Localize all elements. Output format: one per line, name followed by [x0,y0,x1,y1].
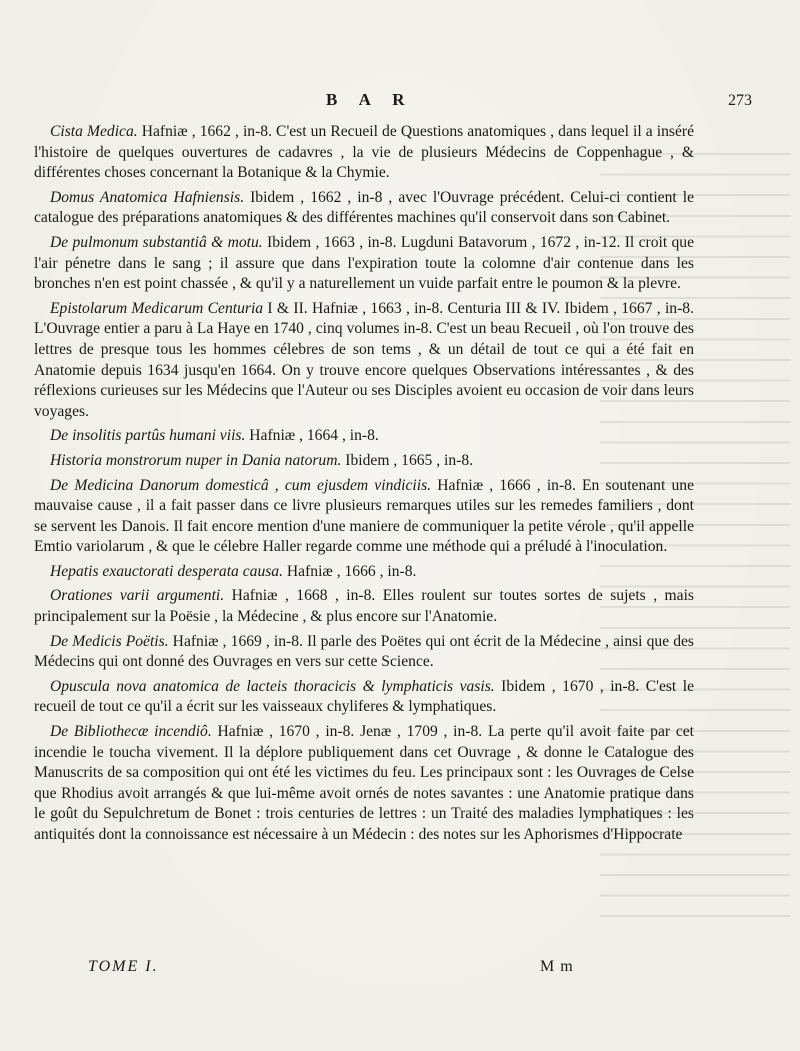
running-title: B A R [326,90,414,109]
catchword: M m [540,958,574,975]
entry-title: Epistolarum Medicarum Centuria [50,299,264,317]
running-head [0,90,800,118]
entry-text: Hafniæ , 1666 , in-8. [283,562,417,580]
body-text [34,122,694,850]
bibliography-entry [34,722,694,846]
bibliography-entry [34,188,694,229]
entry-title: Hepatis exauctorati desperata causa. [50,562,284,580]
entry-title: Opuscula nova anatomica de lacteis thoracicis & lymphaticis vasis. [50,677,495,695]
page-footer [0,958,800,982]
bibliography-entry [34,426,694,447]
entry-title: Domus Anatomica Hafniensis. [50,188,245,206]
entry-text: Hafniæ , 1669 , in-8. Il parle des Poëtes qui ont écrit de la Médecine , ainsi que des Médecins qui ont donné des Ouvrages en vers sur cette Science. [34,632,694,671]
entry-title: De insolitis partûs humani viis. [50,427,246,445]
entry-text: Ibidem , 1663 , in-8. Lugduni Batavorum , 1672 , in-12. Il croit que l'air pénetre dans le sang ; il assure que dans l'expiration toute la colomne d'air contenue dans les bronches n'en est point chassée , & qu'il y a naturellement un vuide parfait entre le poumon & la plevre. [34,233,694,293]
entry-text: Ibidem , 1670 , in-8. C'est le recueil de tout ce qu'il a écrit sur les vaisseaux chyliferes & lymphatiques. [34,677,694,716]
bibliography-entry [34,586,694,627]
entry-title: Historia monstrorum nuper in Dania natorum. [50,451,342,469]
bibliography-entry [34,299,694,423]
entry-title: Cista Medica. [50,123,138,140]
entry-text: Hafniæ , 1662 , in-8. C'est un Recueil de Questions anatomiques , dans lequel il a inséré l'histoire de quelques ouvertures de cadavres , la vie de plusieurs Médecins de Coppenhague , & différentes choses concernant la Botanique & la Chymie. [34,123,694,182]
entry-title: De Medicina Danorum domesticâ , cum ejusdem vindiciis. [50,476,432,494]
bibliography-entry [34,562,694,583]
entry-text: Hafniæ , 1666 , in-8. En soutenant une mauvaise cause , il a fait passer dans ce livre plusieurs remarques utiles sur les remedes familiers , dont se servent les Danois. Il fait encore mention d'une maniere de communiquer la petite vérole , qu'il appelle Emtio variolarum , & que le célebre Haller regarde comme une méthode qui a préludé à l'inoculation. [34,476,694,556]
bibliography-entry [34,632,694,673]
entry-title: De pulmonum substantiâ & motu. [50,233,263,251]
bibliography-entry [34,451,694,472]
bibliography-entry [34,122,694,184]
signature-mark: TOME I. [88,958,159,975]
entry-text: I & II. Hafniæ , 1663 , in-8. Centuria III & IV. Ibidem , 1667 , in-8. L'Ouvrage entier a paru à La Haye en 1740 , cinq volumes in-8. C'est un beau Recueil , où l'on trouve des lettres de presque tous les hommes célebres de son tems , & un détail de tout ce qui a été fait en Anatomie depuis 1634 jusqu'en 1664. On y trouve encore quelques Observations intéressantes , & des réflexions curieuses sur les Médecins que l'Auteur ou ses Disciples avoient eu occasion de voir dans leurs voyages. [34,299,694,420]
entry-title: Orationes varii argumenti. [50,587,225,605]
entry-text: Hafniæ , 1668 , in-8. Elles roulent sur toutes sortes de sujets , mais principalement sur la Poësie , la Médecine , & plus encore sur l'Anatomie. [34,587,694,626]
entry-text: Ibidem , 1662 , in-8 , avec l'Ouvrage précédent. Celui-ci contient le catalogue des préparations anatomiques & des différentes machines qu'il conservoit dans son Cabinet. [34,188,694,227]
entry-text: Ibidem , 1665 , in-8. [341,451,474,469]
bibliography-entry [34,233,694,295]
entry-title: De Bibliothecæ incendiô. [50,723,212,741]
entry-title: De Medicis Poëtis. [50,632,169,650]
bibliography-entry [34,677,694,718]
bibliography-entry [34,476,694,558]
entry-text: Hafniæ , 1670 , in-8. Jenæ , 1709 , in-8. La perte qu'il avoit faite par cet incendie le toucha vivement. Il la déplore publiquement dans cet Ouvrage , & donne le Catalogue des Manuscrits de sa composition qui ont été les victimes du feu. Les principaux sont : les Ouvrages de Celse que Rhodius avoit arrangés & que lui-même avoit ornés de notes savantes : une Anatomie pratique dans le goût du Sepulchretum de Bonet : trois centuries de lettres : un Traité des maladies lymphatiques : les antiquités dont la connoissance est nécessaire à un Médecin : des notes sur les Aphorismes d'Hippocrate [34,723,694,843]
entry-text: Hafniæ , 1664 , in-8. [245,427,379,445]
page-number: 273 [728,92,752,109]
